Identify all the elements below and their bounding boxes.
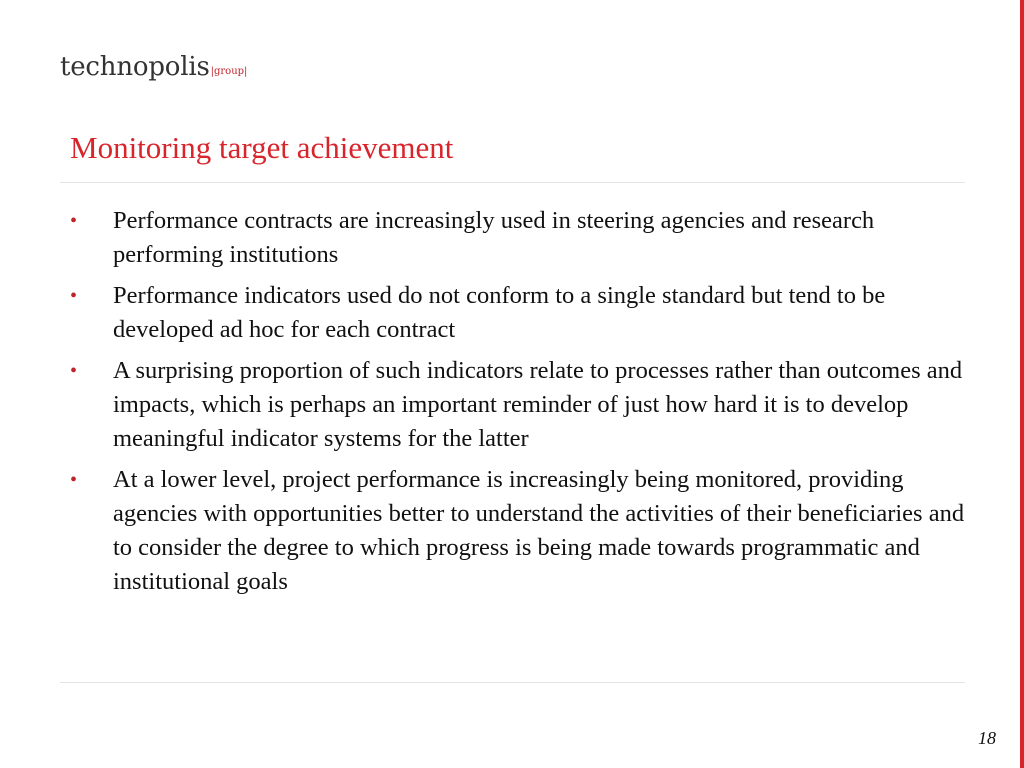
bullet-item xyxy=(70,463,970,599)
technopolis-logo xyxy=(60,52,247,82)
bullet-text: At a lower level, project performance is increasingly being monitored, providing agencies with opportunities better to understand the activities of their beneficiaries and to consider the degree to which progress is being made towards programmatic and institutional goals xyxy=(113,466,965,595)
footer-divider xyxy=(60,682,965,683)
logo-wordmark: technopolis xyxy=(60,52,210,82)
bullet-marker-icon: • xyxy=(70,360,78,382)
bullet-item xyxy=(70,204,970,272)
right-accent-bar xyxy=(1020,0,1024,768)
page-number: 18 xyxy=(978,728,996,748)
bullet-text: A surprising proportion of such indicators relate to processes rather than outcomes and impacts, which is perhaps an important reminder of just how hard it is to develop meaningful indicator systems for the latter xyxy=(113,357,963,452)
bullet-text: Performance contracts are increasingly used in steering agencies and research performing institutions xyxy=(113,207,875,268)
bullet-marker-icon: • xyxy=(70,285,78,307)
bullet-text: Performance indicators used do not conform to a single standard but tend to be developed ad hoc for each contract xyxy=(113,282,886,343)
bullet-list xyxy=(70,204,970,606)
title-divider xyxy=(60,182,965,183)
bullet-item xyxy=(70,279,970,347)
bullet-marker-icon: • xyxy=(70,469,78,491)
bullet-marker-icon: • xyxy=(70,210,78,232)
logo-group-suffix: |group| xyxy=(210,66,248,77)
slide-title: Monitoring target achievement xyxy=(70,130,454,165)
bullet-item xyxy=(70,354,970,456)
